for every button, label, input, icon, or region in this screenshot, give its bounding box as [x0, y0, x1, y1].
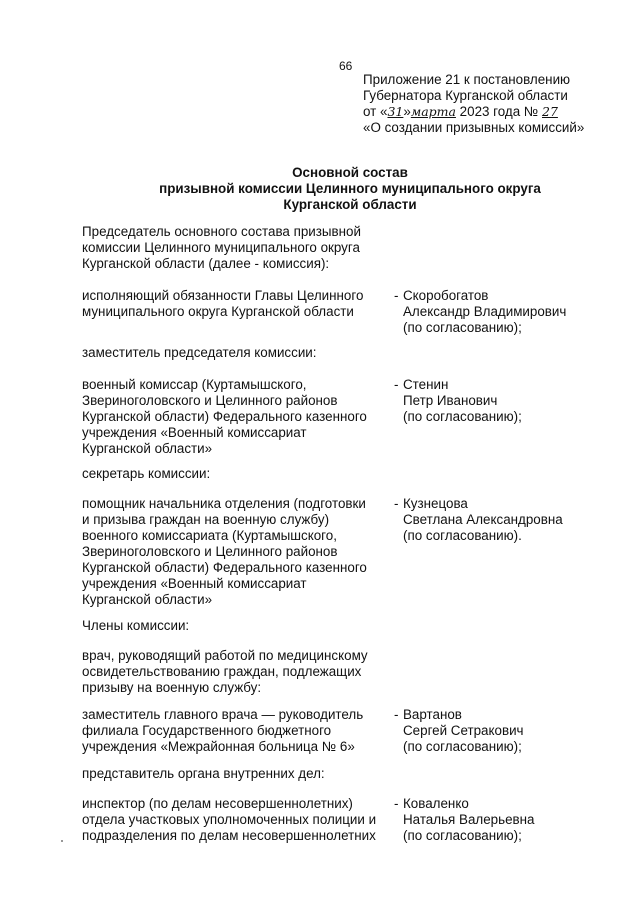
doctor-name: - Вартанов Сергей Сетракович (по согласованию); — [394, 707, 524, 754]
police-name: - Коваленко Наталья Валерьевна (по согласованию); — [394, 796, 535, 843]
doctor-position: заместитель главного врача — руководитель филиала Государственного бюджетного учреждения «Межрайонная больница № 6» — [82, 707, 364, 754]
dash: - — [394, 796, 399, 811]
handwritten-number: 27 — [542, 104, 558, 119]
appendix-line: Приложение 21 к постановлению — [363, 72, 571, 87]
dash: - — [394, 377, 399, 392]
handwritten-month: марта — [410, 104, 456, 119]
dash: - — [394, 707, 399, 722]
deputy-name: - Стенин Петр Иванович (по согласованию); — [394, 377, 522, 424]
title-line: призывной комиссии Целинного муниципального округа — [159, 181, 541, 196]
dash: - — [394, 496, 399, 511]
appendix-line: «О создании призывных комиссий» — [363, 120, 585, 135]
dash: - — [394, 288, 399, 303]
appendix-date-line: от «31»марта 2023 года № 27 — [363, 104, 558, 119]
chairman-position: исполняющий обязанности Главы Целинного муниципального округа Курганской области — [82, 288, 364, 319]
secretary-position: помощник начальника отделения (подготовки и призыва граждан на военную службу) военного комиссариата (Куртамышского, Звериноголовского и Целинного районов Курганской области) Федерального казенного учреждения «Военный комиссариат Курганской области» — [82, 496, 367, 607]
secretary-heading: секретарь комиссии: — [82, 466, 211, 481]
police-heading: представитель органа внутренних дел: — [82, 766, 325, 781]
secretary-name: - Кузнецова Светлана Александровна (по согласованию). — [394, 496, 563, 543]
scan-speck — [61, 840, 63, 842]
appendix-line: Губернатора Курганской области — [363, 88, 568, 103]
deputy-position: военный комиссар (Куртамышского, Звериноголовского и Целинного районов Курганской области) Федерального казенного учреждения «Военный комиссариат Курганской области» — [82, 377, 367, 456]
document-title — [100, 165, 600, 213]
handwritten-day: 31 — [387, 104, 404, 119]
title-line: Курганской области — [283, 197, 417, 212]
title-line: Основной состав — [292, 165, 408, 180]
page-number: 66 — [339, 59, 353, 73]
doctor-heading: врач, руководящий работой по медицинскому освидетельствованию граждан, подлежащих призыву на военную службу: — [82, 648, 368, 695]
police-position: инспектор (по делам несовершеннолетних) отдела участковых уполномоченных полиции и подразделения по делам несовершеннолетних — [82, 796, 377, 843]
chairman-heading: Председатель основного состава призывной комиссии Целинного муниципального округа Курганской области (далее - комиссия): — [82, 224, 361, 271]
appendix-reference — [363, 72, 633, 136]
deputy-heading: заместитель председателя комиссии: — [82, 345, 317, 360]
members-heading: Члены комиссии: — [82, 618, 190, 633]
chairman-name: - Скоробогатов Александр Владимирович (по согласованию); — [394, 288, 567, 335]
